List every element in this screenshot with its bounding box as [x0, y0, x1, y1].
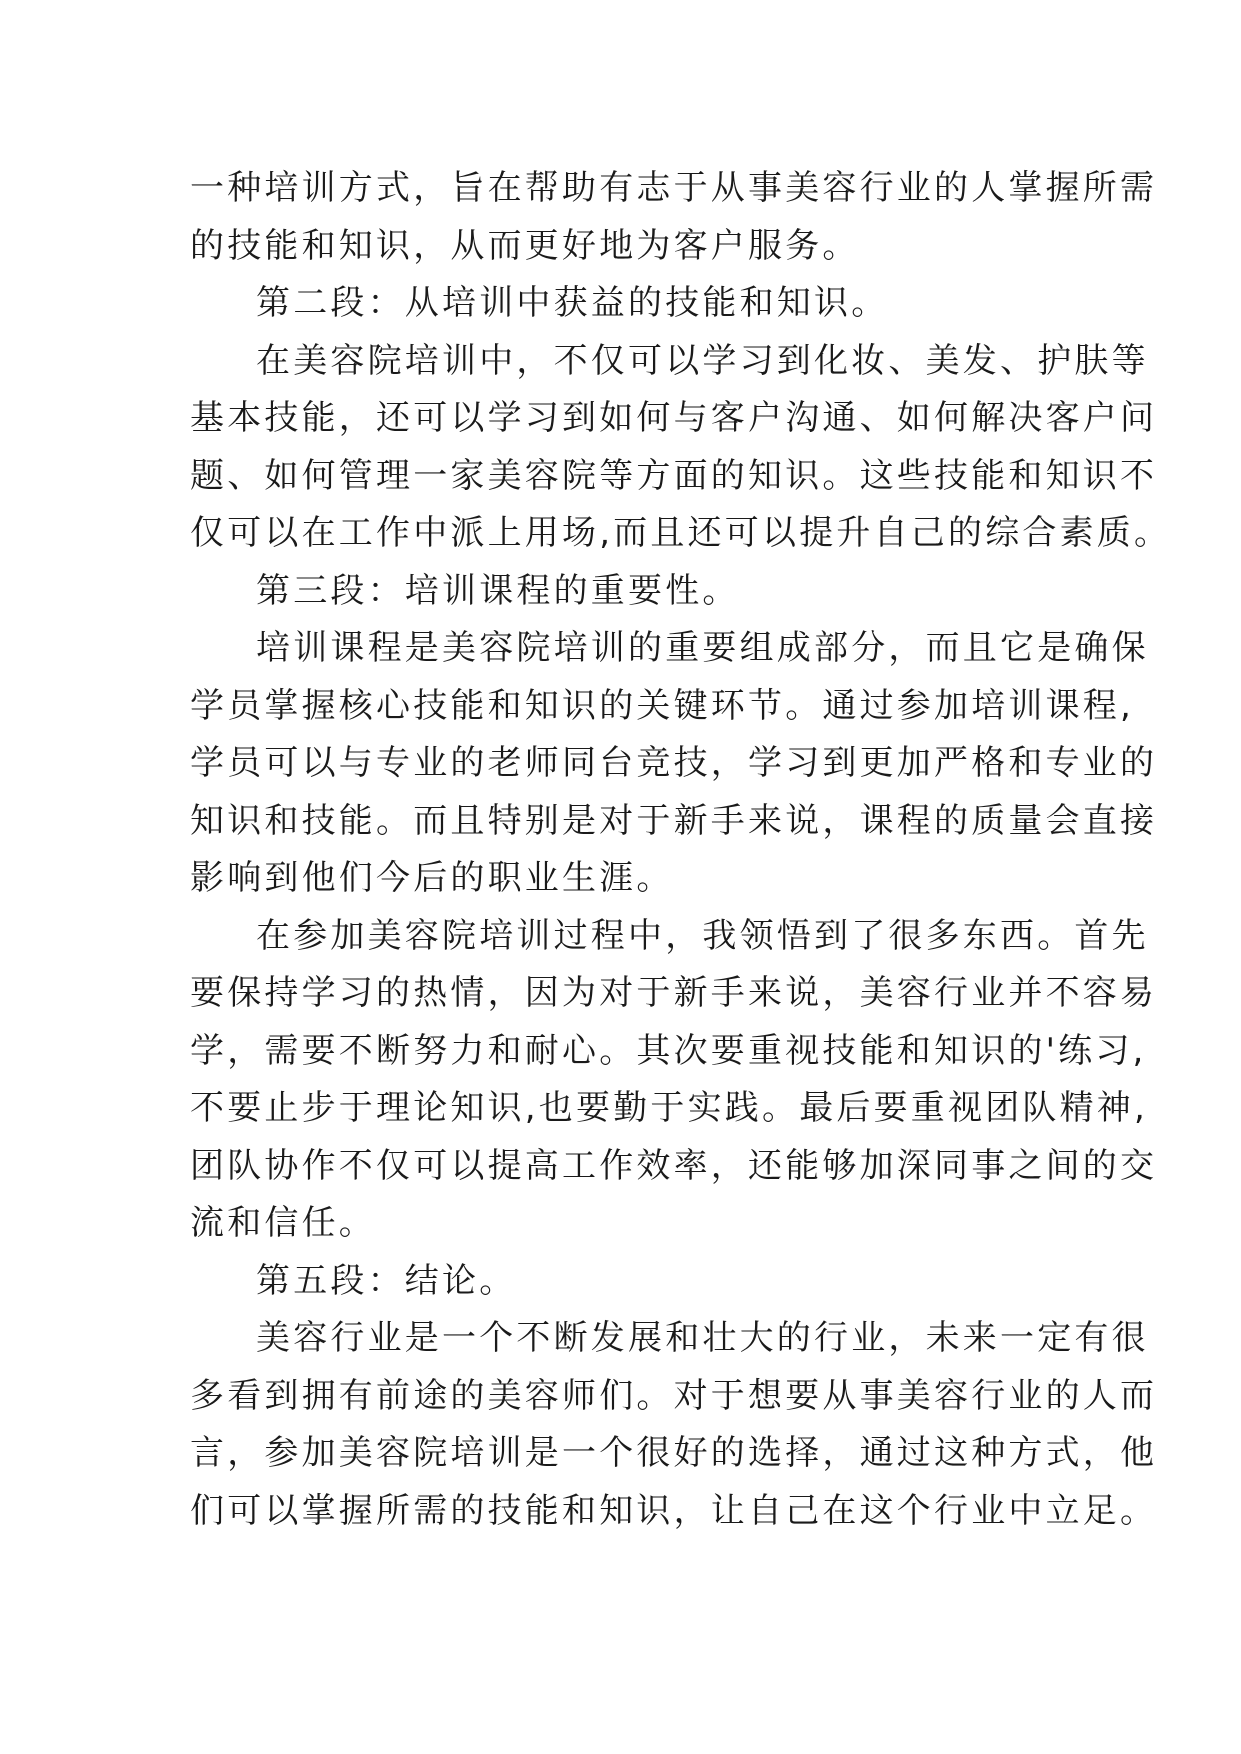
section-heading: 第五段：结论。 — [256, 1260, 517, 1301]
text-line: 在参加美容院培训过程中，我领悟到了很多东西。首先 — [256, 915, 1149, 956]
section-heading: 第三段：培训课程的重要性。 — [256, 570, 740, 611]
text-line: 不要止步于理论知识,也要勤于实践。最后要重视团队精神, — [190, 1088, 1149, 1128]
text-line: 一种培训方式，旨在帮助有志于从事美容行业的人掌握所需 — [190, 168, 1158, 208]
text-line: 培训课程是美容院培训的重要组成部分，而且它是确保 — [256, 628, 1149, 668]
text-line: 学员可以与专业的老师同台竞技，学习到更加严格和专业的 — [190, 743, 1158, 783]
text-line: 学，需要不断努力和耐心。其次要重视技能和知识的'练习, — [190, 1030, 1147, 1071]
text-line: 题、如何管理一家美容院等方面的知识。这些技能和知识不 — [190, 455, 1158, 496]
text-line: 言，参加美容院培训是一个很好的选择，通过这种方式，他 — [190, 1433, 1158, 1473]
text-line: 要保持学习的热情，因为对于新手来说，美容行业并不容易 — [190, 973, 1158, 1013]
text-line: 的技能和知识，从而更好地为客户服务。 — [190, 225, 860, 266]
section-heading: 第二段：从培训中获益的技能和知识。 — [256, 283, 889, 323]
text-line: 流和信任。 — [190, 1203, 376, 1243]
text-line: 多看到拥有前途的美容师们。对于想要从事美容行业的人而 — [190, 1375, 1158, 1416]
text-line: 基本技能，还可以学习到如何与客户沟通、如何解决客户问 — [190, 398, 1158, 438]
body-text — [190, 160, 1172, 1540]
text-line: 知识和技能。而且特别是对于新手来说，课程的质量会直接 — [190, 800, 1158, 841]
text-line: 在美容院培训中，不仅可以学习到化妆、美发、护肤等 — [256, 340, 1149, 381]
text-line: 影响到他们今后的职业生涯。 — [190, 858, 674, 898]
text-line: 团队协作不仅可以提高工作效率，还能够加深同事之间的交 — [190, 1145, 1158, 1186]
text-line: 学员掌握核心技能和知识的关键环节。通过参加培训课程, — [190, 685, 1135, 726]
text-line: 美容行业是一个不断发展和壮大的行业，未来一定有很 — [256, 1318, 1149, 1358]
text-line: 们可以掌握所需的技能和知识，让自己在这个行业中立足。 — [190, 1490, 1158, 1531]
text-line: 仅可以在工作中派上用场,而且还可以提升自己的综合素质。 — [190, 513, 1172, 553]
